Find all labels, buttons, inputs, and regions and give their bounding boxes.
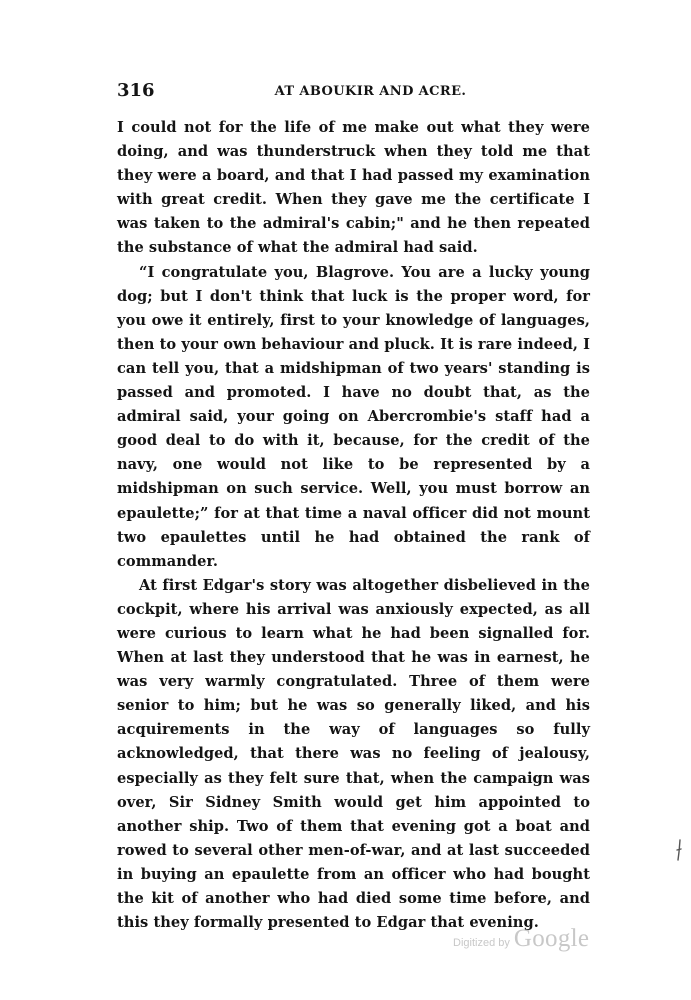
body-text — [117, 116, 590, 935]
running-head — [117, 80, 594, 104]
google-logo: Google — [513, 925, 590, 952]
paragraph-3: At first Edgar's story was altogether disbelieved in the cockpit, where his arrival was anxiously expected, as all were curious to learn what he had been signalled for. When at last they understood that he was in earnest, he was very warmly congratulated. Three of them were senior to him; but he was so generally liked, and his acquirements in the way of languages so fully acknowledged, that there was no feeling of jealousy, especially as they felt sure that, when the campaign was over, Sir Sidney Smith would get him appointed to another ship. Two of them that evening got a boat and rowed to several other men-of-war, and at last succeeded in buying an epaulette from an officer who had bought the kit of another who had died some time before, and this they formally presented to Edgar that evening. — [117, 576, 590, 932]
margin-mark — [675, 838, 683, 862]
paragraph-2: “I congratulate you, Blagrove. You are a lucky young dog; but I don't think that luck is the proper word, for you owe it entirely, first to your knowledge of languages, then to your own behaviour and pluck. It is rare indeed, I can tell you, that a midshipman of two years' standing is passed and promoted. I have no doubt that, as the admiral said, your going on Abercrombie's staff had a good deal to do with it, because, for the credit of the navy, one would not like to be represented by a midshipman on such service. Well, you must borrow an epaulette;” for at that time a naval officer did not mount two epaulettes until he had obtained the rank of commander. — [117, 263, 590, 570]
watermark-prefix: Digitized by — [453, 937, 510, 949]
page-number: 316 — [117, 80, 155, 101]
paragraph-1: I could not for the life of me make out what they were doing, and was thunderstruck when they told me that they were a board, and that I had passed my examination with great credit. When they gave me the certificate I was taken to the admiral's cabin;" and he then repeated the substance of what the admiral had said. — [117, 119, 590, 257]
running-title: AT ABOUKIR AND ACRE. — [274, 84, 467, 99]
digitized-watermark — [453, 925, 589, 955]
